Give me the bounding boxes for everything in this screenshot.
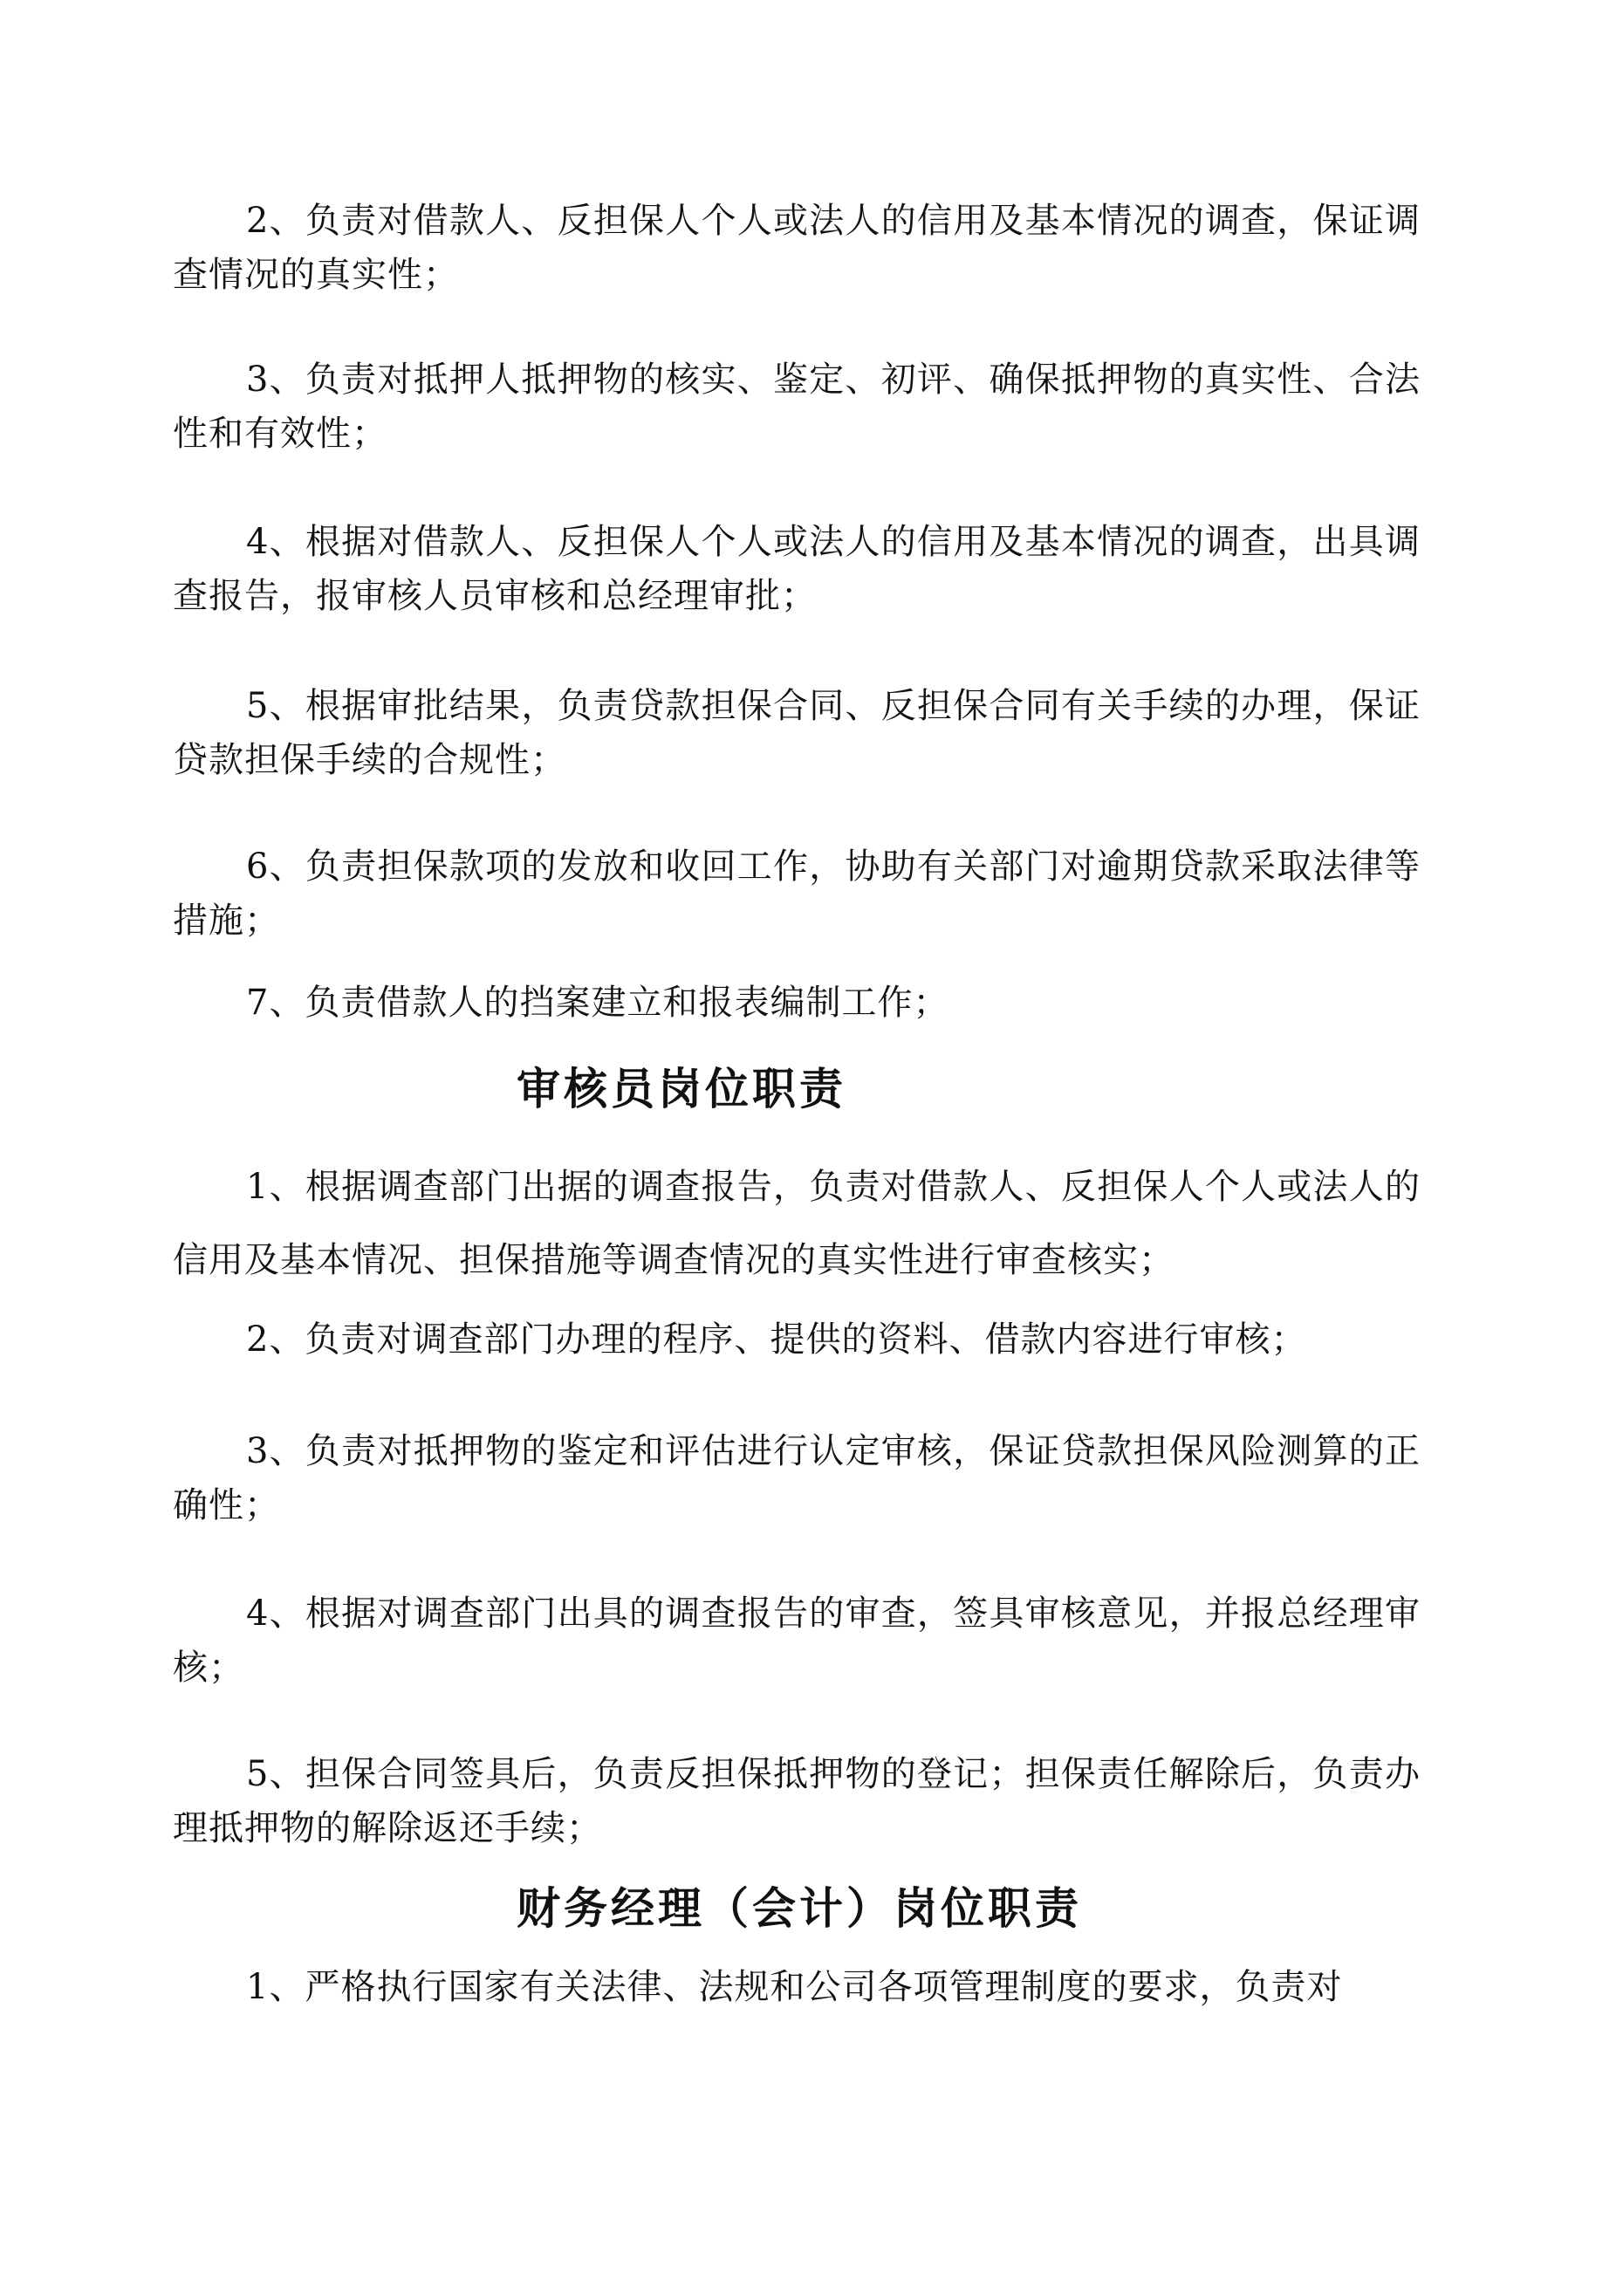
finance-section-title: 财务经理（会计）岗位职责 xyxy=(517,1882,1082,1934)
duty-item-7: 7、负责借款人的挡案建立和报表编制工作； xyxy=(246,983,949,1023)
auditor-duty-item-5: 5、担保合同签具后，负责反担保抵押物的登记；担保责任解除后，负责办理抵押物的解除返还手续； xyxy=(173,1754,1421,1848)
duty-item-2: 2、负责对借款人、反担保人个人或法人的信用及基本情况的调查，保证调查情况的真实性； xyxy=(173,201,1421,295)
duty-item-4: 4、根据对借款人、反担保人个人或法人的信用及基本情况的调查，出具调查报告，报审核人员审核和总经理审批； xyxy=(173,522,1421,616)
finance-duty-item-1: 1、严格执行国家有关法律、法规和公司各项管理制度的要求，负责对 xyxy=(246,1967,1343,2007)
duty-item-3: 3、负责对抵押人抵押物的核实、鉴定、初评、确保抵押物的真实性、合法性和有效性； xyxy=(173,360,1421,454)
duty-item-6: 6、负责担保款项的发放和收回工作，协助有关部门对逾期贷款采取法律等措施； xyxy=(173,846,1421,941)
auditor-duty-item-1: 1、根据调查部门出据的调查报告，负责对借款人、反担保人个人或法人的信用及基本情况、担保措施等调查情况的真实性进行审查核实； xyxy=(173,1167,1421,1280)
duty-item-5: 5、根据审批结果，负责贷款担保合同、反担保合同有关手续的办理，保证贷款担保手续的合规性； xyxy=(173,686,1421,780)
auditor-duty-item-2: 2、负责对调查部门办理的程序、提供的资料、借款内容进行审核； xyxy=(246,1319,1307,1360)
auditor-duty-item-4: 4、根据对调查部门出具的调查报告的审查，签具审核意见，并报总经理审核； xyxy=(173,1593,1421,1688)
auditor-section-title: 审核员岗位职责 xyxy=(517,1063,846,1114)
auditor-duty-item-3: 3、负责对抵押物的鉴定和评估进行认定审核，保证贷款担保风险测算的正确性； xyxy=(173,1431,1421,1525)
